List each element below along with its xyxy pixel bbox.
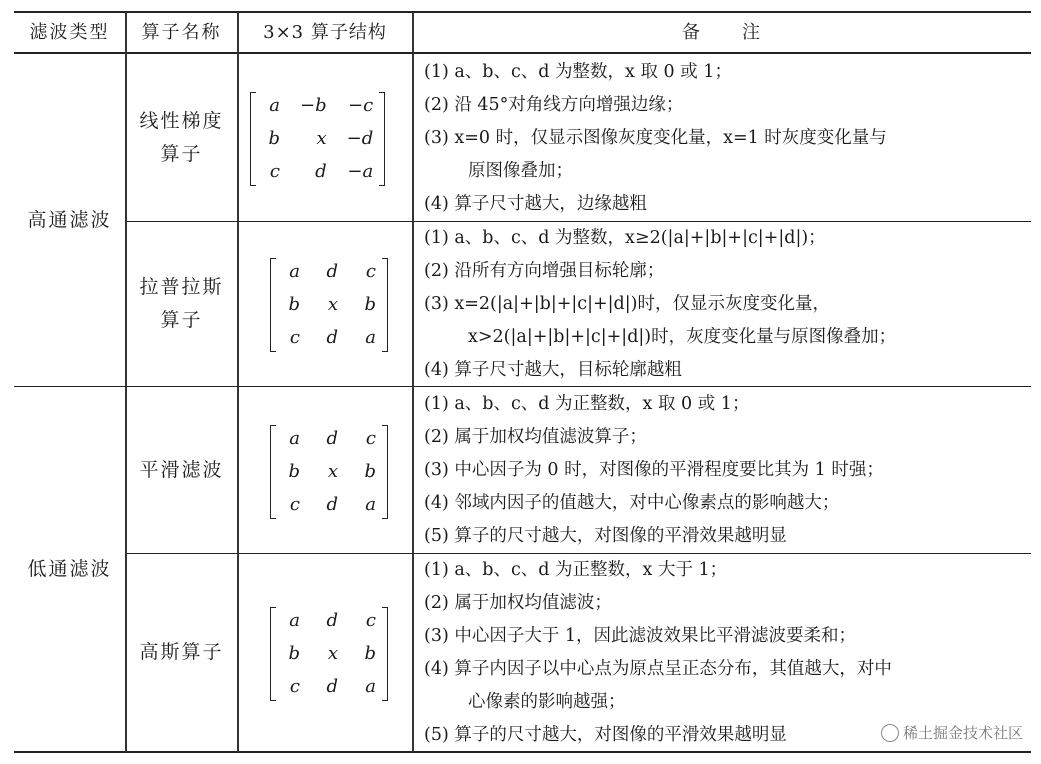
- matrix-entry: x: [327, 643, 338, 664]
- operator-name-line: 平滑滤波: [139, 459, 224, 481]
- watermark: [881, 722, 1023, 743]
- matrix-entry: −a: [347, 161, 374, 182]
- matrix-entry: a: [289, 428, 300, 449]
- matrix-entry: a: [365, 494, 376, 515]
- note-line: (4) 邻域内因子的值越大，对中心像素点的影响越大；: [424, 493, 840, 513]
- operator-matrix: [270, 422, 388, 521]
- matrix-entry: b: [268, 128, 280, 149]
- note-line: (3) 中心因子为 0 时，对图像的平滑程度要比其为 1 时强；: [424, 460, 884, 480]
- note-line: (5) 算子的尺寸越大，对图像的平滑效果越明显: [424, 526, 787, 546]
- matrix-entry: b: [288, 294, 300, 315]
- group-label-lowpass: 低通滤波: [27, 558, 112, 580]
- operator-name: [126, 222, 237, 386]
- note-line: (2) 沿 45°对角线方向增强边缘；: [424, 95, 684, 115]
- note-line: (2) 属于加权均值滤波算子；: [424, 427, 647, 447]
- matrix-entry: d: [326, 494, 338, 515]
- matrix-right-bracket: [379, 92, 385, 186]
- header-note: 备 注: [682, 22, 762, 43]
- matrix-entry: a: [365, 327, 376, 348]
- operator-name-line: 线性梯度: [139, 109, 224, 132]
- matrix-entry: c: [289, 327, 300, 348]
- column-divider: [412, 12, 414, 752]
- note-line: (2) 属于加权均值滤波；: [424, 593, 612, 613]
- matrix-right-bracket: [382, 425, 388, 519]
- watermark-text: 稀土掘金技术社区: [902, 724, 1023, 742]
- note-line: 心像素的影响越强；: [468, 692, 626, 712]
- matrix-entry: d: [326, 428, 338, 449]
- matrix-entry: d: [326, 676, 338, 697]
- matrix-entry: a: [289, 610, 300, 631]
- matrix-entry: −c: [348, 95, 374, 116]
- group-label-highpass: 高通滤波: [27, 208, 112, 231]
- matrix-entry: b: [364, 461, 376, 482]
- note-line: (1) a、b、c、d 为正整数，x 大于 1；: [424, 560, 728, 580]
- matrix-entry: x: [327, 461, 338, 482]
- matrix-entry: −d: [346, 128, 374, 149]
- matrix-entry: d: [326, 327, 338, 348]
- matrix-entry: a: [365, 676, 376, 697]
- operator-name-line: 高斯算子: [139, 641, 224, 663]
- note-line: (3) x=0 时，仅显示图像灰度变化量，x=1 时灰度变化量与: [424, 128, 887, 148]
- matrix-entry: c: [269, 161, 280, 182]
- matrix-entry: d: [315, 161, 327, 182]
- note-line: (4) 算子内因子以中心点为原点呈正态分布，其值越大，对中: [424, 659, 892, 679]
- note-line: (4) 算子尺寸越大，边缘越粗: [424, 194, 647, 214]
- note-line: (2) 沿所有方向增强目标轮廓；: [424, 261, 665, 281]
- matrix-entry: b: [364, 643, 376, 664]
- operator-matrix: [270, 604, 388, 703]
- matrix-right-bracket: [382, 607, 388, 701]
- matrix-entry: d: [326, 610, 338, 631]
- matrix-entry: c: [289, 494, 300, 515]
- watermark-logo-icon: [881, 724, 899, 742]
- operator-name-line: 拉普拉斯: [139, 276, 224, 298]
- note-line: (3) 中心因子大于 1，因此滤波效果比平滑滤波要柔和；: [424, 626, 857, 646]
- note-line: (1) a、b、c、d 为整数，x≥2(|a|+|b|+|c|+|d|)；: [424, 228, 826, 248]
- matrix-entry: −b: [300, 95, 327, 116]
- matrix-entry: c: [365, 261, 376, 282]
- matrix-entry: b: [288, 461, 300, 482]
- operator-name: [126, 388, 237, 553]
- operator-matrix: [250, 89, 385, 188]
- matrix-entry: c: [289, 676, 300, 697]
- operator-notes: [424, 56, 887, 221]
- matrix-entry: a: [269, 95, 280, 116]
- matrix-entry: c: [365, 610, 376, 631]
- header-structure: 3×3 算子结构: [263, 22, 387, 43]
- column-divider: [237, 12, 239, 752]
- operator-name: [126, 554, 237, 751]
- header-operator-name: 算子名称: [141, 22, 222, 43]
- operator-matrix: [270, 255, 388, 354]
- note-line: 原图像叠加；: [468, 161, 573, 181]
- note-line: (3) x=2(|a|+|b|+|c|+|d|)时，仅显示灰度变化量，: [424, 294, 830, 314]
- matrix-entry: d: [326, 261, 338, 282]
- note-line: (4) 算子尺寸越大，目标轮廓越粗: [424, 360, 682, 380]
- matrix-entry: a: [289, 261, 300, 282]
- matrix-entry: b: [364, 294, 376, 315]
- operator-notes: [424, 222, 896, 387]
- note-line: (1) a、b、c、d 为正整数，x 取 0 或 1；: [424, 394, 750, 414]
- operator-notes: [424, 388, 884, 553]
- operator-name-line: 算子: [160, 309, 203, 331]
- note-line: (1) a、b、c、d 为整数，x 取 0 或 1；: [424, 62, 732, 82]
- header-filter-type: 滤波类型: [29, 22, 110, 43]
- matrix-entry: x: [316, 128, 327, 149]
- operator-notes: [424, 554, 892, 752]
- note-line: x>2(|a|+|b|+|c|+|d|)时，灰度变化量与原图像叠加；: [468, 327, 897, 347]
- operator-name-line: 算子: [160, 142, 203, 165]
- matrix-right-bracket: [382, 258, 388, 352]
- matrix-entry: c: [365, 428, 376, 449]
- matrix-entry: x: [327, 294, 338, 315]
- note-line: (5) 算子的尺寸越大，对图像的平滑效果越明显: [424, 725, 787, 745]
- operator-name: [126, 54, 237, 221]
- matrix-entry: b: [288, 643, 300, 664]
